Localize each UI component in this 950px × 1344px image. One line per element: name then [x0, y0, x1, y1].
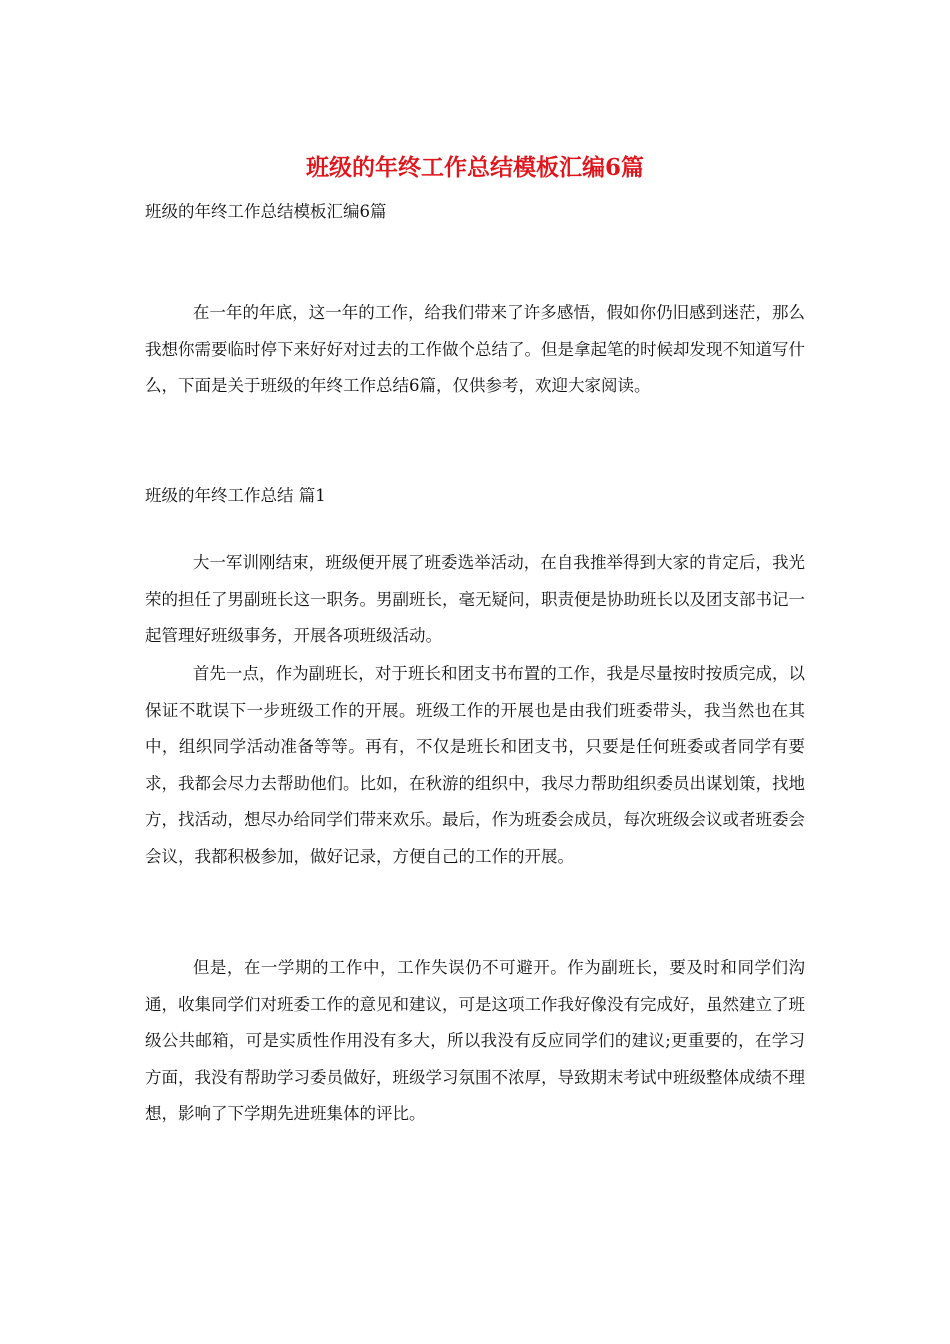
- section-heading: 班级的年终工作总结 篇1: [145, 486, 326, 505]
- intro-paragraph: 在一年的年底，这一年的工作，给我们带来了许多感悟，假如你仍旧感到迷茫，那么我想你需要临时停下来好好对过去的工作做个总结了。但是拿起笔的时候却发现不知道写什么，下面是关于班级的年终工作总结6篇，仅供参考，欢迎大家阅读。: [145, 303, 805, 395]
- body-paragraph-1: 大一军训刚结束，班级便开展了班委选举活动，在自我推举得到大家的肯定后，我光荣的担任了男副班长这一职务。男副班长，毫无疑问，职责便是协助班长以及团支部书记一起管理好班级事务，开展各项班级活动。: [145, 553, 805, 645]
- body-paragraph-2: 首先一点，作为副班长，对于班长和团支书布置的工作，我是尽量按时按质完成，以保证不耽误下一步班级工作的开展。班级工作的开展也是由我们班委带头，我当然也在其中，组织同学活动准备等等。再有，不仅是班长和团支书，只要是任何班委或者同学有要求，我都会尽力去帮助他们。比如，在秋游的组织中，我尽力帮助组织委员出谋划策，找地方，找活动，想尽办给同学们带来欢乐。最后，作为班委会成员，每次班级会议或者班委会会议，我都积极参加，做好记录，方便自己的工作的开展。: [145, 664, 805, 866]
- document-title: 班级的年终工作总结模板汇编6篇: [305, 154, 644, 181]
- body-paragraph-3: 但是，在一学期的工作中，工作失误仍不可避开。作为副班长，要及时和同学们沟通，收集同学们对班委工作的意见和建议，可是这项工作我好像没有完成好，虽然建立了班级公共邮箱，可是实质性作用没有多大，所以我没有反应同学们的建议;更重要的，在学习方面，我没有帮助学习委员做好，班级学习氛围不浓厚，导致期末考试中班级整体成绩不理想，影响了下学期先进班集体的评比。: [145, 958, 805, 1123]
- document-subtitle: 班级的年终工作总结模板汇编6篇: [145, 202, 387, 221]
